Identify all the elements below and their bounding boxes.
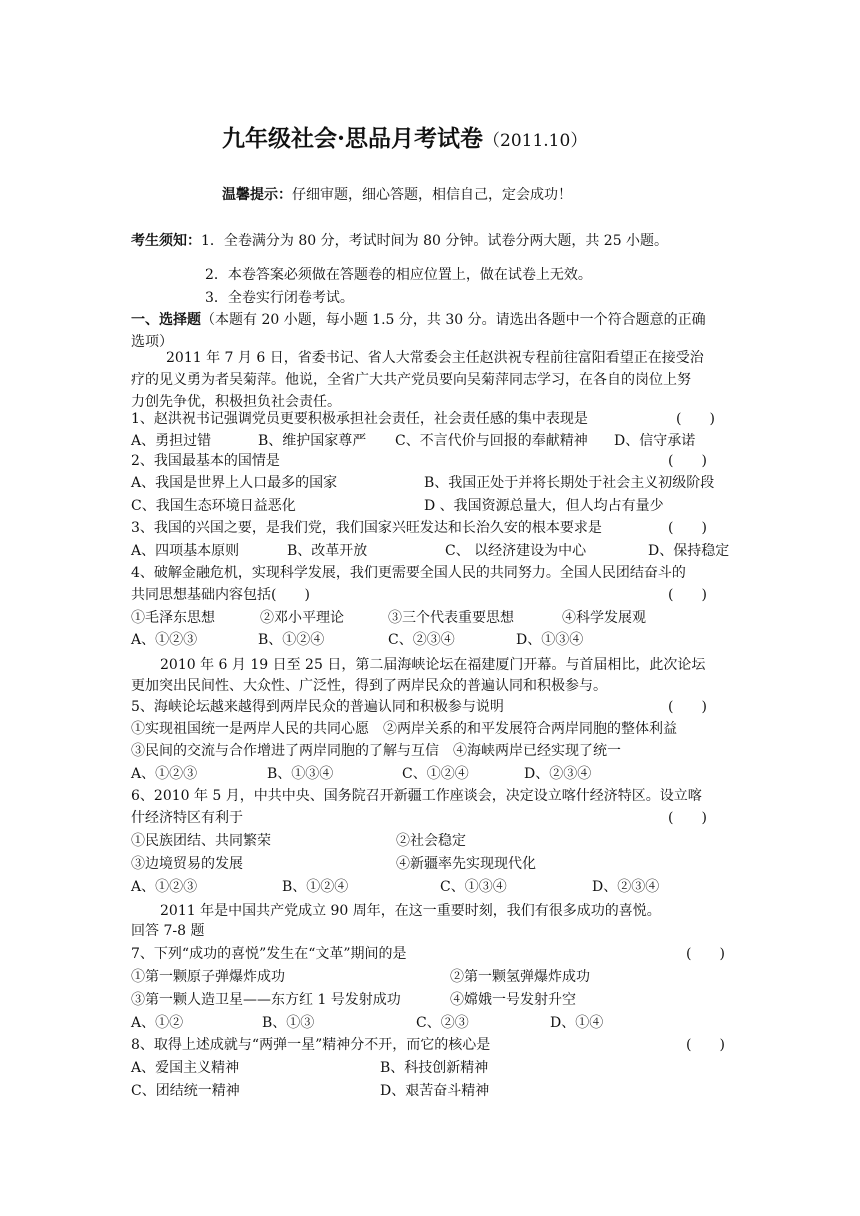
passage-line: 疗的见义勇为者吴菊萍。他说，全省广大共产党员要向吴菊萍同志学习，在各自的岗位上努 bbox=[131, 372, 691, 388]
statement: ②社会稳定 bbox=[396, 833, 466, 849]
answer-paren: ( ) bbox=[686, 1037, 725, 1053]
option: A、①②③ bbox=[131, 766, 198, 782]
option: B、改革开放 bbox=[287, 543, 368, 559]
option: A、①②③ bbox=[131, 632, 198, 648]
option: B、我国正处于并将长期处于社会主义初级阶段 bbox=[424, 475, 715, 491]
statement: ②第一颗氢弹爆炸成功 bbox=[450, 969, 590, 985]
passage-line: 2011 年 7 月 6 日，省委书记、省人大常委会主任赵洪祝专程前往富阳看望正在接受治 bbox=[166, 350, 704, 366]
option: C、不言代价与回报的奉献精神 bbox=[395, 433, 588, 449]
answer-paren: ( ) bbox=[668, 520, 707, 536]
question-stem: 8、取得上述成就与“两弹一星”精神分不开，而它的核心是 bbox=[131, 1037, 491, 1053]
answer-paren: ( ) bbox=[668, 810, 707, 826]
passage-line: 2011 年是中国共产党成立 90 周年，在这一重要时刻，我们有很多成功的喜悦。 bbox=[160, 903, 661, 919]
question-stem-cont: 什经济特区有利于 bbox=[131, 810, 243, 826]
option: B、维护国家尊严 bbox=[258, 433, 367, 449]
question-stem-cont: 共同思想基础内容包括( ) bbox=[131, 587, 310, 603]
option: B、科技创新精神 bbox=[380, 1060, 489, 1076]
option: A、我国是世界上人口最多的国家 bbox=[131, 475, 338, 491]
option: B、①②④ bbox=[258, 632, 325, 648]
notice-item-3: 3．全卷实行闭卷考试。 bbox=[205, 290, 354, 306]
question-stem: 4、破解金融危机，实现科学发展，我们更需要全国人民的共同努力。全国人民团结奋斗的 bbox=[131, 565, 686, 581]
notice-item-1: 1．全卷满分为 80 分，考试时间为 80 分钟。试卷分两大题，共 25 小题。 bbox=[201, 233, 669, 249]
statement: ①实现祖国统一是两岸人民的共同心愿 ②两岸关系的和平发展符合两岸同胞的整体利益 bbox=[131, 721, 677, 737]
question-stem: 2、我国最基本的国情是 bbox=[131, 453, 280, 469]
option: D、艰苦奋斗精神 bbox=[380, 1083, 490, 1099]
option: A、四项基本原则 bbox=[131, 543, 240, 559]
option: D、保持稳定 bbox=[648, 543, 730, 559]
question-stem: 5、海峡论坛越来越得到两岸民众的普遍认同和积极参与说明 bbox=[131, 699, 504, 715]
option: D、①③④ bbox=[516, 632, 584, 648]
passage-line: 回答 7-8 题 bbox=[131, 923, 205, 939]
statement: ④嫦娥一号发射升空 bbox=[450, 992, 576, 1008]
statement: ③民间的交流与合作增进了两岸同胞的了解与互信 ④海峡两岸已经实现了统一 bbox=[131, 743, 621, 759]
option: C、②③④ bbox=[388, 632, 455, 648]
option: A、勇担过错 bbox=[131, 433, 212, 449]
option: C、我国生态环境日益恶化 bbox=[131, 498, 296, 514]
section-desc-cont: 选项） bbox=[131, 334, 173, 350]
question-stem: 7、下列“成功的喜悦”发生在“文革”期间的是 bbox=[131, 946, 407, 962]
option: C、②③ bbox=[416, 1015, 469, 1031]
option: D 、我国资源总量大，但人均占有量少 bbox=[424, 498, 664, 514]
tip-text: 仔细审题，细心答题，相信自己，定会成功！ bbox=[292, 187, 572, 203]
question-stem: 1、赵洪祝书记强调党员更要积极承担社会责任，社会责任感的集中表现是 bbox=[131, 411, 588, 427]
option: D、信守承诺 bbox=[614, 433, 696, 449]
tip-line bbox=[222, 184, 572, 206]
statement: ④科学发展观 bbox=[562, 610, 646, 626]
section-heading bbox=[131, 309, 706, 331]
statement: ③三个代表重要思想 bbox=[388, 610, 514, 626]
notice-label: 考生须知： bbox=[131, 233, 201, 249]
option: D、②③④ bbox=[524, 766, 592, 782]
answer-paren: ( ) bbox=[668, 453, 707, 469]
answer-paren: ( ) bbox=[668, 587, 707, 603]
title-date: （2011.10） bbox=[483, 131, 588, 151]
notice-item-2: 2．本卷答案必须做在答题卷的相应位置上，做在试卷上无效。 bbox=[205, 267, 592, 283]
answer-paren: ( ) bbox=[668, 699, 707, 715]
statement: ④新疆率先实现现代化 bbox=[396, 856, 536, 872]
question-stem: 3、我国的兴国之要，是我们党，我们国家兴旺发达和长治久安的根本要求是 bbox=[131, 520, 602, 536]
page-title bbox=[222, 124, 587, 156]
option: C、团结统一精神 bbox=[131, 1083, 240, 1099]
option: A、①② bbox=[131, 1015, 184, 1031]
option: C、 以经济建设为中心 bbox=[445, 543, 587, 559]
passage-line: 更加突出民间性、大众性、广泛性，得到了两岸民众的普遍认同和积极参与。 bbox=[131, 678, 607, 694]
answer-paren: ( ) bbox=[676, 411, 715, 427]
option: D、②③④ bbox=[592, 879, 660, 895]
option: C、①②④ bbox=[402, 766, 469, 782]
section-label: 一、选择题 bbox=[131, 312, 201, 328]
answer-paren: ( ) bbox=[686, 946, 725, 962]
option: A、①②③ bbox=[131, 879, 198, 895]
statement: ③第一颗人造卫星——东方红 1 号发射成功 bbox=[131, 992, 401, 1008]
statement: ①第一颗原子弹爆炸成功 bbox=[131, 969, 285, 985]
notice-line-1 bbox=[131, 230, 668, 252]
question-stem: 6、2010 年 5 月，中共中央、国务院召开新疆工作座谈会，决定设立喀什经济特区。设立喀 bbox=[131, 788, 702, 804]
title-main: 九年级社会·思品月考试卷 bbox=[222, 125, 484, 152]
option: B、①③④ bbox=[267, 766, 334, 782]
tip-label: 温馨提示： bbox=[222, 187, 292, 203]
statement: ①民族团结、共同繁荣 bbox=[131, 833, 271, 849]
passage-line: 2010 年 6 月 19 日至 25 日，第二届海峡论坛在福建厦门开幕。与首届相比，此次论坛 bbox=[160, 657, 706, 673]
statement: ②邓小平理论 bbox=[260, 610, 344, 626]
option: C、①③④ bbox=[440, 879, 507, 895]
option: B、①③ bbox=[262, 1015, 315, 1031]
option: A、爱国主义精神 bbox=[131, 1060, 240, 1076]
passage-line: 力创先争优，积极担负社会责任。 bbox=[131, 394, 341, 410]
statement: ①毛泽东思想 bbox=[131, 610, 215, 626]
option: D、①④ bbox=[550, 1015, 604, 1031]
section-desc: （本题有 20 小题，每小题 1.5 分，共 30 分。请选出各题中一个符合题意的正确 bbox=[201, 312, 706, 328]
option: B、①②④ bbox=[282, 879, 349, 895]
statement: ③边境贸易的发展 bbox=[131, 856, 243, 872]
